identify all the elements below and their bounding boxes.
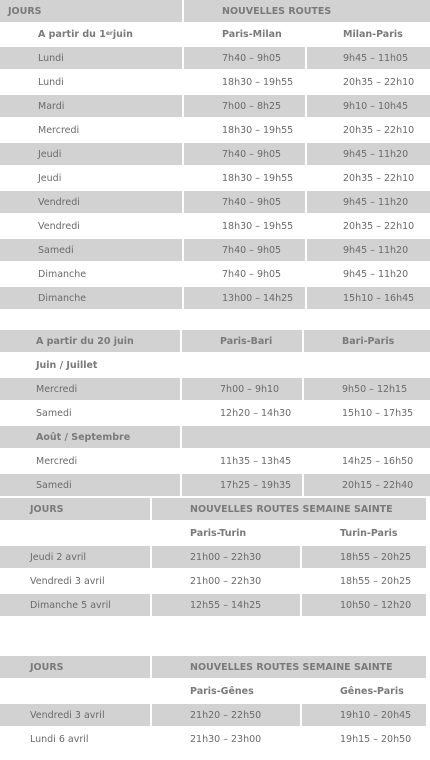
table-row: [0, 47, 430, 69]
day-cell: Dimanche 5 avril: [0, 594, 150, 616]
group-body: [0, 378, 430, 424]
group-label-summer: Juin / Juillet: [0, 354, 180, 376]
departure-time-cell: 7h40 – 9h05: [184, 191, 305, 213]
route-ret-label: Gênes-Paris: [302, 680, 426, 702]
departure-time-cell: 17h25 – 19h35: [182, 474, 302, 496]
departure-time-cell: 18h30 – 19h55: [184, 215, 305, 237]
departure-time-cell: 21h30 – 23h00: [152, 728, 300, 750]
day-cell: Mercredi: [0, 378, 180, 400]
departure-time-cell: 7h00 – 9h10: [182, 378, 302, 400]
departure-time-cell: 7h40 – 9h05: [184, 143, 305, 165]
table-paris-turin: [0, 498, 430, 618]
return-time-cell: 20h35 – 22h10: [307, 215, 430, 237]
return-time-cell: 9h50 – 12h15: [304, 378, 430, 400]
table-row: [0, 728, 430, 750]
group-body: [0, 450, 430, 496]
table-body: [0, 546, 430, 616]
col-header-jours: JOURS: [0, 498, 150, 520]
departure-time-cell: 18h30 – 19h55: [184, 167, 305, 189]
day-cell: Jeudi: [0, 143, 182, 165]
return-time-cell: 19h10 – 20h45: [302, 704, 426, 726]
blank-cell: [0, 522, 150, 544]
day-cell: Lundi: [0, 47, 182, 69]
day-cell: Lundi 6 avril: [0, 728, 150, 750]
table-row: [0, 287, 430, 309]
return-time-cell: 18h55 – 20h25: [302, 546, 426, 568]
col-header-jours: JOURS: [0, 0, 182, 22]
return-time-cell: 10h50 – 12h20: [302, 594, 426, 616]
table-row: [0, 167, 430, 189]
group-filler: [182, 354, 430, 376]
col-header-routes: NOUVELLES ROUTES SEMAINE SAINTE: [152, 656, 426, 678]
return-time-cell: 14h25 – 16h50: [304, 450, 430, 472]
route-out-label: Paris-Turin: [152, 522, 300, 544]
departure-time-cell: 7h00 – 8h25: [184, 95, 305, 117]
table-paris-genes: [0, 656, 430, 752]
period-label: A partir du 20 juin: [0, 330, 180, 352]
return-time-cell: 9h45 – 11h20: [307, 239, 430, 261]
col-header-routes: NOUVELLES ROUTES SEMAINE SAINTE: [152, 498, 426, 520]
day-cell: Mardi: [0, 95, 182, 117]
route-out-label: Paris-Gênes: [152, 680, 300, 702]
day-cell: Mercredi: [0, 119, 182, 141]
table-row: [0, 450, 430, 472]
return-time-cell: 20h35 – 22h10: [307, 119, 430, 141]
departure-time-cell: 7h40 – 9h05: [184, 263, 305, 285]
departure-time-cell: 21h00 – 22h30: [152, 546, 300, 568]
blank-cell: [0, 680, 150, 702]
table-row: [0, 402, 430, 424]
day-cell: Vendredi: [0, 191, 182, 213]
route-out-label: Paris-Bari: [182, 330, 302, 352]
table-row: [0, 474, 430, 496]
day-cell: Mercredi: [0, 450, 180, 472]
day-cell: Vendredi: [0, 215, 182, 237]
return-time-cell: 15h10 – 17h35: [304, 402, 430, 424]
return-time-cell: 9h45 – 11h05: [307, 47, 430, 69]
day-cell: Vendredi 3 avril: [0, 704, 150, 726]
group-filler: [182, 426, 430, 448]
return-time-cell: 9h10 – 10h45: [307, 95, 430, 117]
day-cell: Dimanche: [0, 263, 182, 285]
return-time-cell: 9h45 – 11h20: [307, 143, 430, 165]
day-cell: Dimanche: [0, 287, 182, 309]
table-row: [0, 263, 430, 285]
departure-time-cell: 12h20 – 14h30: [182, 402, 302, 424]
table-body: [0, 47, 430, 309]
table-row: [0, 239, 430, 261]
col-header-routes: NOUVELLES ROUTES: [184, 0, 430, 22]
return-time-cell: 9h45 – 11h20: [307, 191, 430, 213]
table-row: [0, 191, 430, 213]
table-row: [0, 594, 430, 616]
day-cell: Jeudi 2 avril: [0, 546, 150, 568]
table-row: [0, 570, 430, 592]
day-cell: Samedi: [0, 402, 180, 424]
return-time-cell: 15h10 – 16h45: [307, 287, 430, 309]
route-out-label: Paris-Milan: [184, 23, 305, 45]
day-cell: Lundi: [0, 71, 182, 93]
return-time-cell: 20h35 – 22h10: [307, 71, 430, 93]
col-header-jours: JOURS: [0, 656, 150, 678]
return-time-cell: 20h35 – 22h10: [307, 167, 430, 189]
departure-time-cell: 13h00 – 14h25: [184, 287, 305, 309]
departure-time-cell: 21h20 – 22h50: [152, 704, 300, 726]
table-body: [0, 704, 430, 750]
route-ret-label: Milan-Paris: [307, 23, 430, 45]
table-paris-bari: [0, 330, 430, 498]
return-time-cell: 20h15 – 22h40: [304, 474, 430, 496]
departure-time-cell: 18h30 – 19h55: [184, 119, 305, 141]
departure-time-cell: 21h00 – 22h30: [152, 570, 300, 592]
departure-time-cell: 18h30 – 19h55: [184, 71, 305, 93]
table-row: [0, 546, 430, 568]
day-cell: Vendredi 3 avril: [0, 570, 150, 592]
period-label: A partir du 1 er juin: [0, 23, 182, 45]
table-row: [0, 704, 430, 726]
day-cell: Samedi: [0, 239, 182, 261]
table-row: [0, 95, 430, 117]
route-ret-label: Bari-Paris: [304, 330, 430, 352]
day-cell: Jeudi: [0, 167, 182, 189]
table-row: [0, 119, 430, 141]
table-row: [0, 215, 430, 237]
return-time-cell: 9h45 – 11h20: [307, 263, 430, 285]
table-row: [0, 143, 430, 165]
table-row: [0, 71, 430, 93]
departure-time-cell: 11h35 – 13h45: [182, 450, 302, 472]
table-row: [0, 378, 430, 400]
group-label-autumn: Août / Septembre: [0, 426, 180, 448]
return-time-cell: 19h15 – 20h50: [302, 728, 426, 750]
table-paris-milan: [0, 0, 430, 311]
return-time-cell: 18h55 – 20h25: [302, 570, 426, 592]
departure-time-cell: 7h40 – 9h05: [184, 239, 305, 261]
day-cell: Samedi: [0, 474, 180, 496]
departure-time-cell: 7h40 – 9h05: [184, 47, 305, 69]
departure-time-cell: 12h55 – 14h25: [152, 594, 300, 616]
route-ret-label: Turin-Paris: [302, 522, 426, 544]
